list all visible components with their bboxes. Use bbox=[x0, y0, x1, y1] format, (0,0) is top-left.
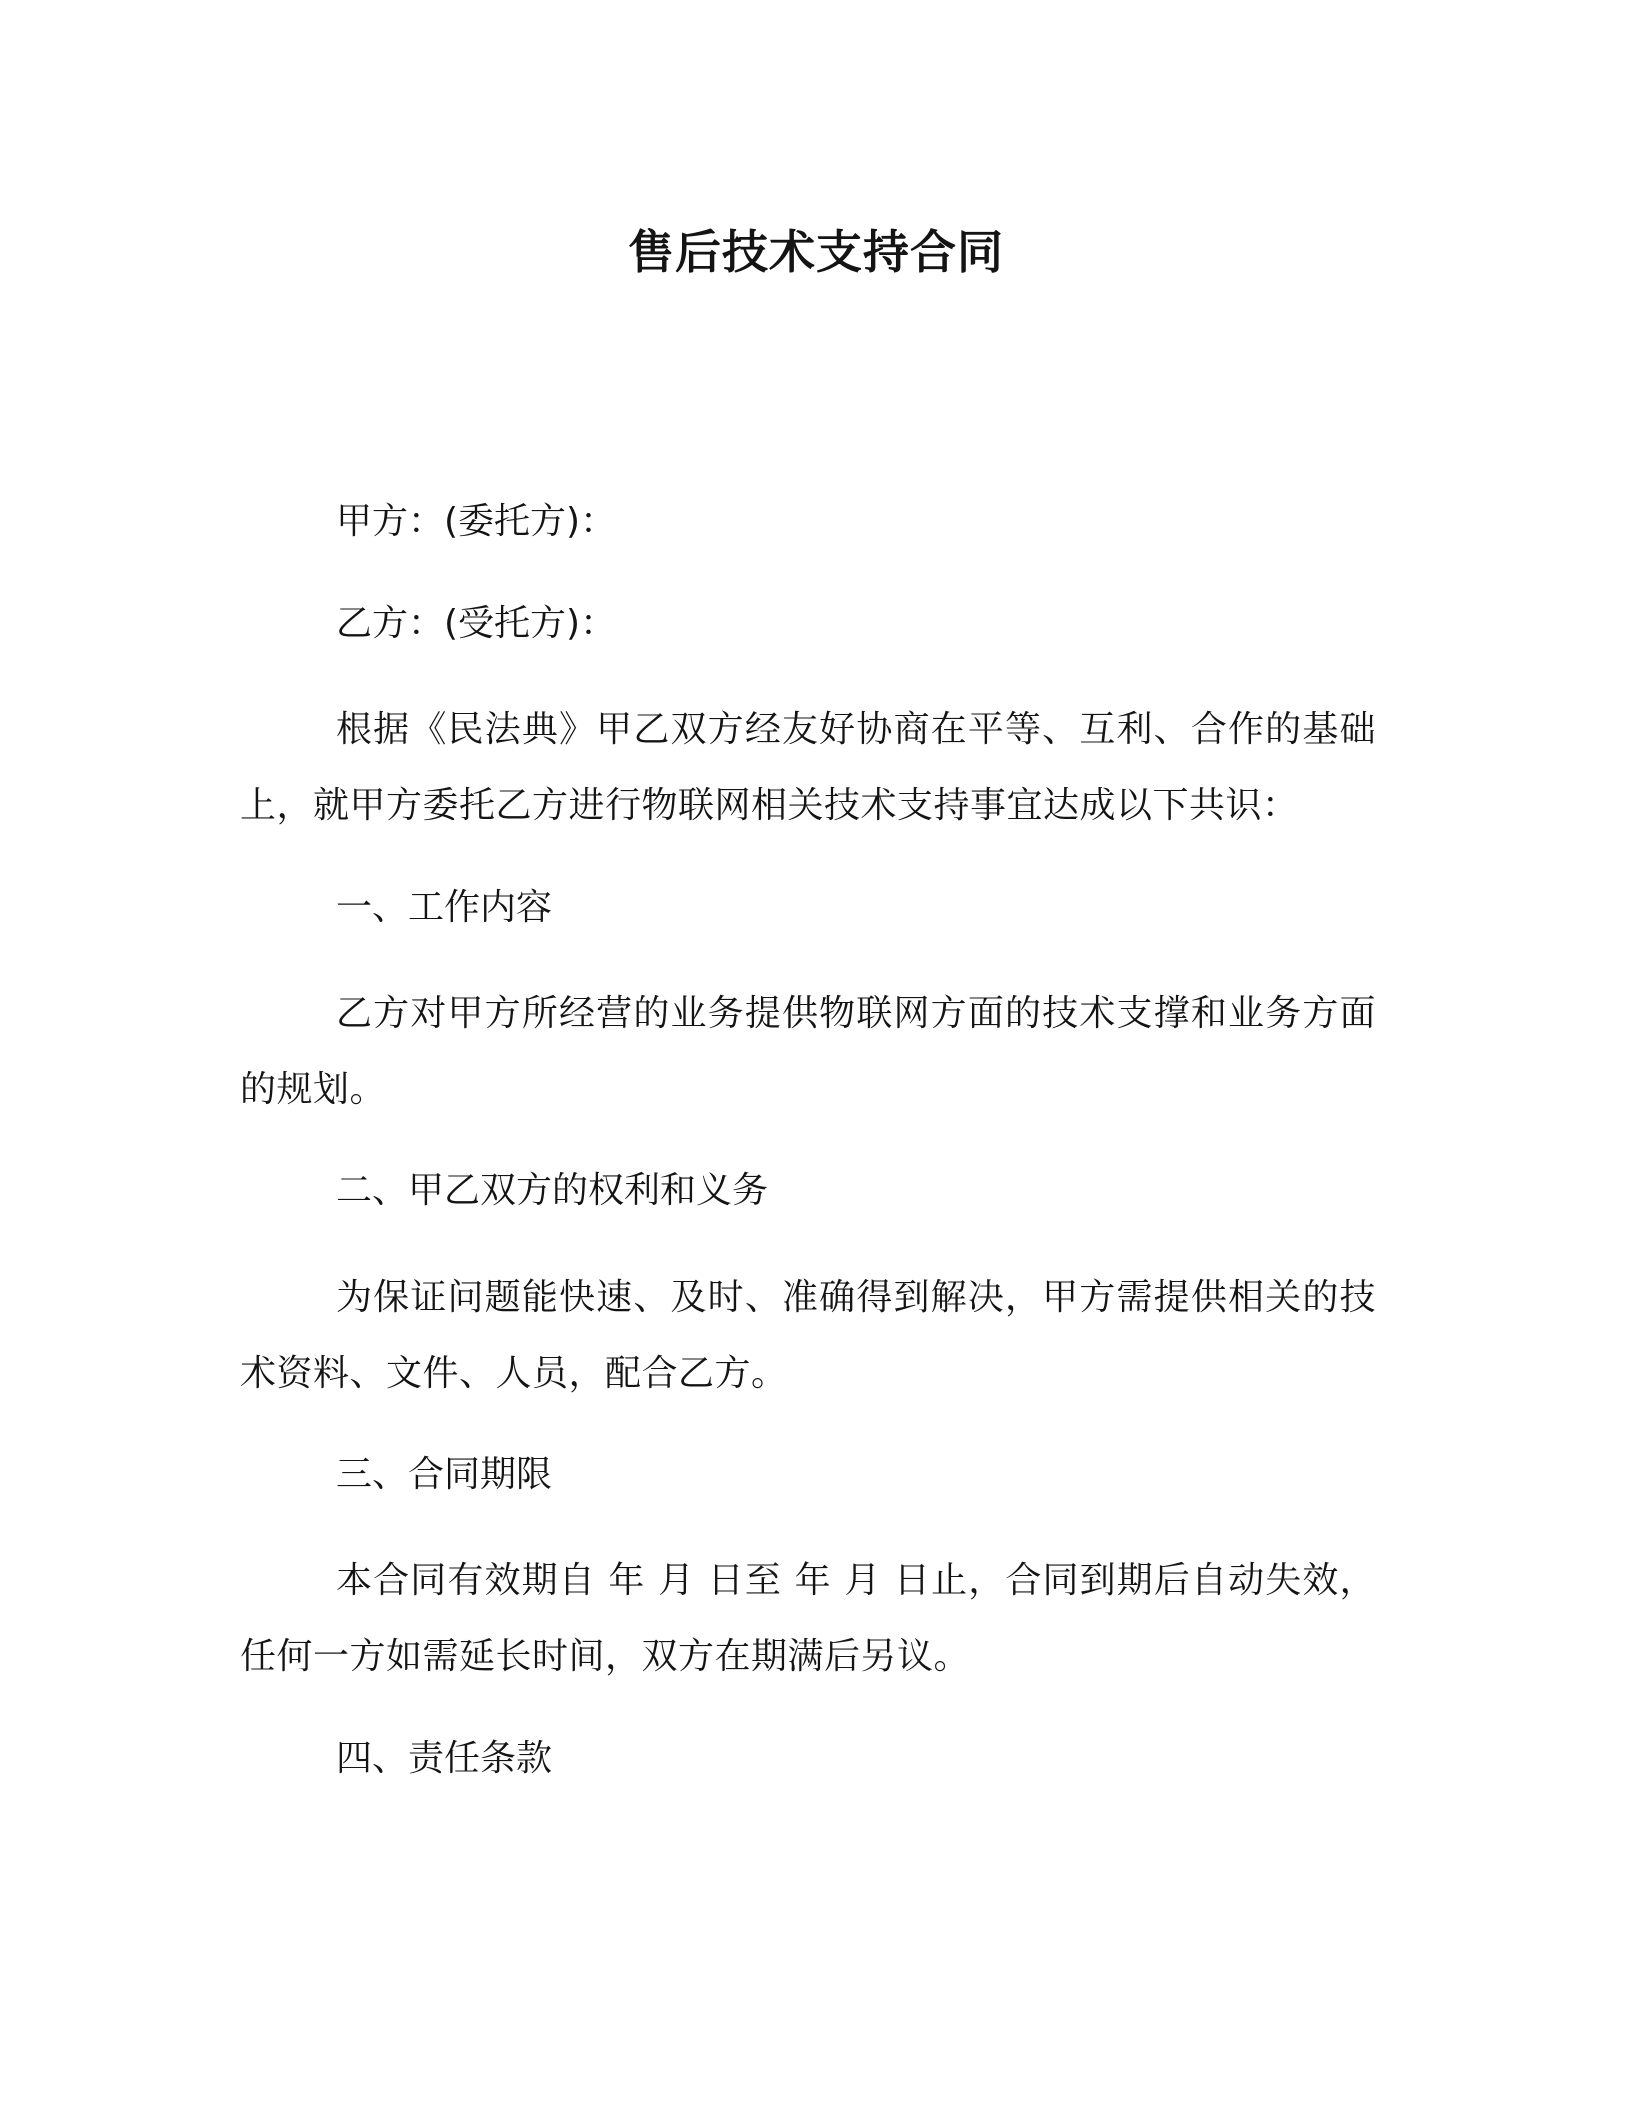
section-heading: 一、工作内容 bbox=[336, 887, 553, 928]
document-title: 售后技术支持合同 bbox=[628, 225, 1004, 279]
section-body: 乙方对甲方所经营的业务提供物联网方面的技术支撑和业务方面的规划。 bbox=[240, 993, 1376, 1110]
intro-paragraph: 根据《民法典》甲乙双方经友好协商在平等、互利、合作的基础上，就甲方委托乙方进行物联网相关技术支持事宜达成以下共识： bbox=[240, 709, 1376, 826]
party-b-line: 乙方：(受托方)： bbox=[336, 603, 617, 644]
section-heading: 三、合同期限 bbox=[336, 1454, 553, 1495]
section-heading: 二、甲乙双方的权利和义务 bbox=[336, 1170, 769, 1211]
section-body: 本合同有效期自 年 月 日至 年 月 日止，合同到期后自动失效，任何一方如需延长时间，双方在期满后另议。 bbox=[240, 1560, 1376, 1677]
section-body: 为保证问题能快速、及时、准确得到解决，甲方需提供相关的技术资料、文件、人员，配合乙方。 bbox=[240, 1277, 1376, 1394]
party-a-line: 甲方：(委托方)： bbox=[336, 501, 617, 542]
section-heading: 四、责任条款 bbox=[336, 1738, 553, 1779]
